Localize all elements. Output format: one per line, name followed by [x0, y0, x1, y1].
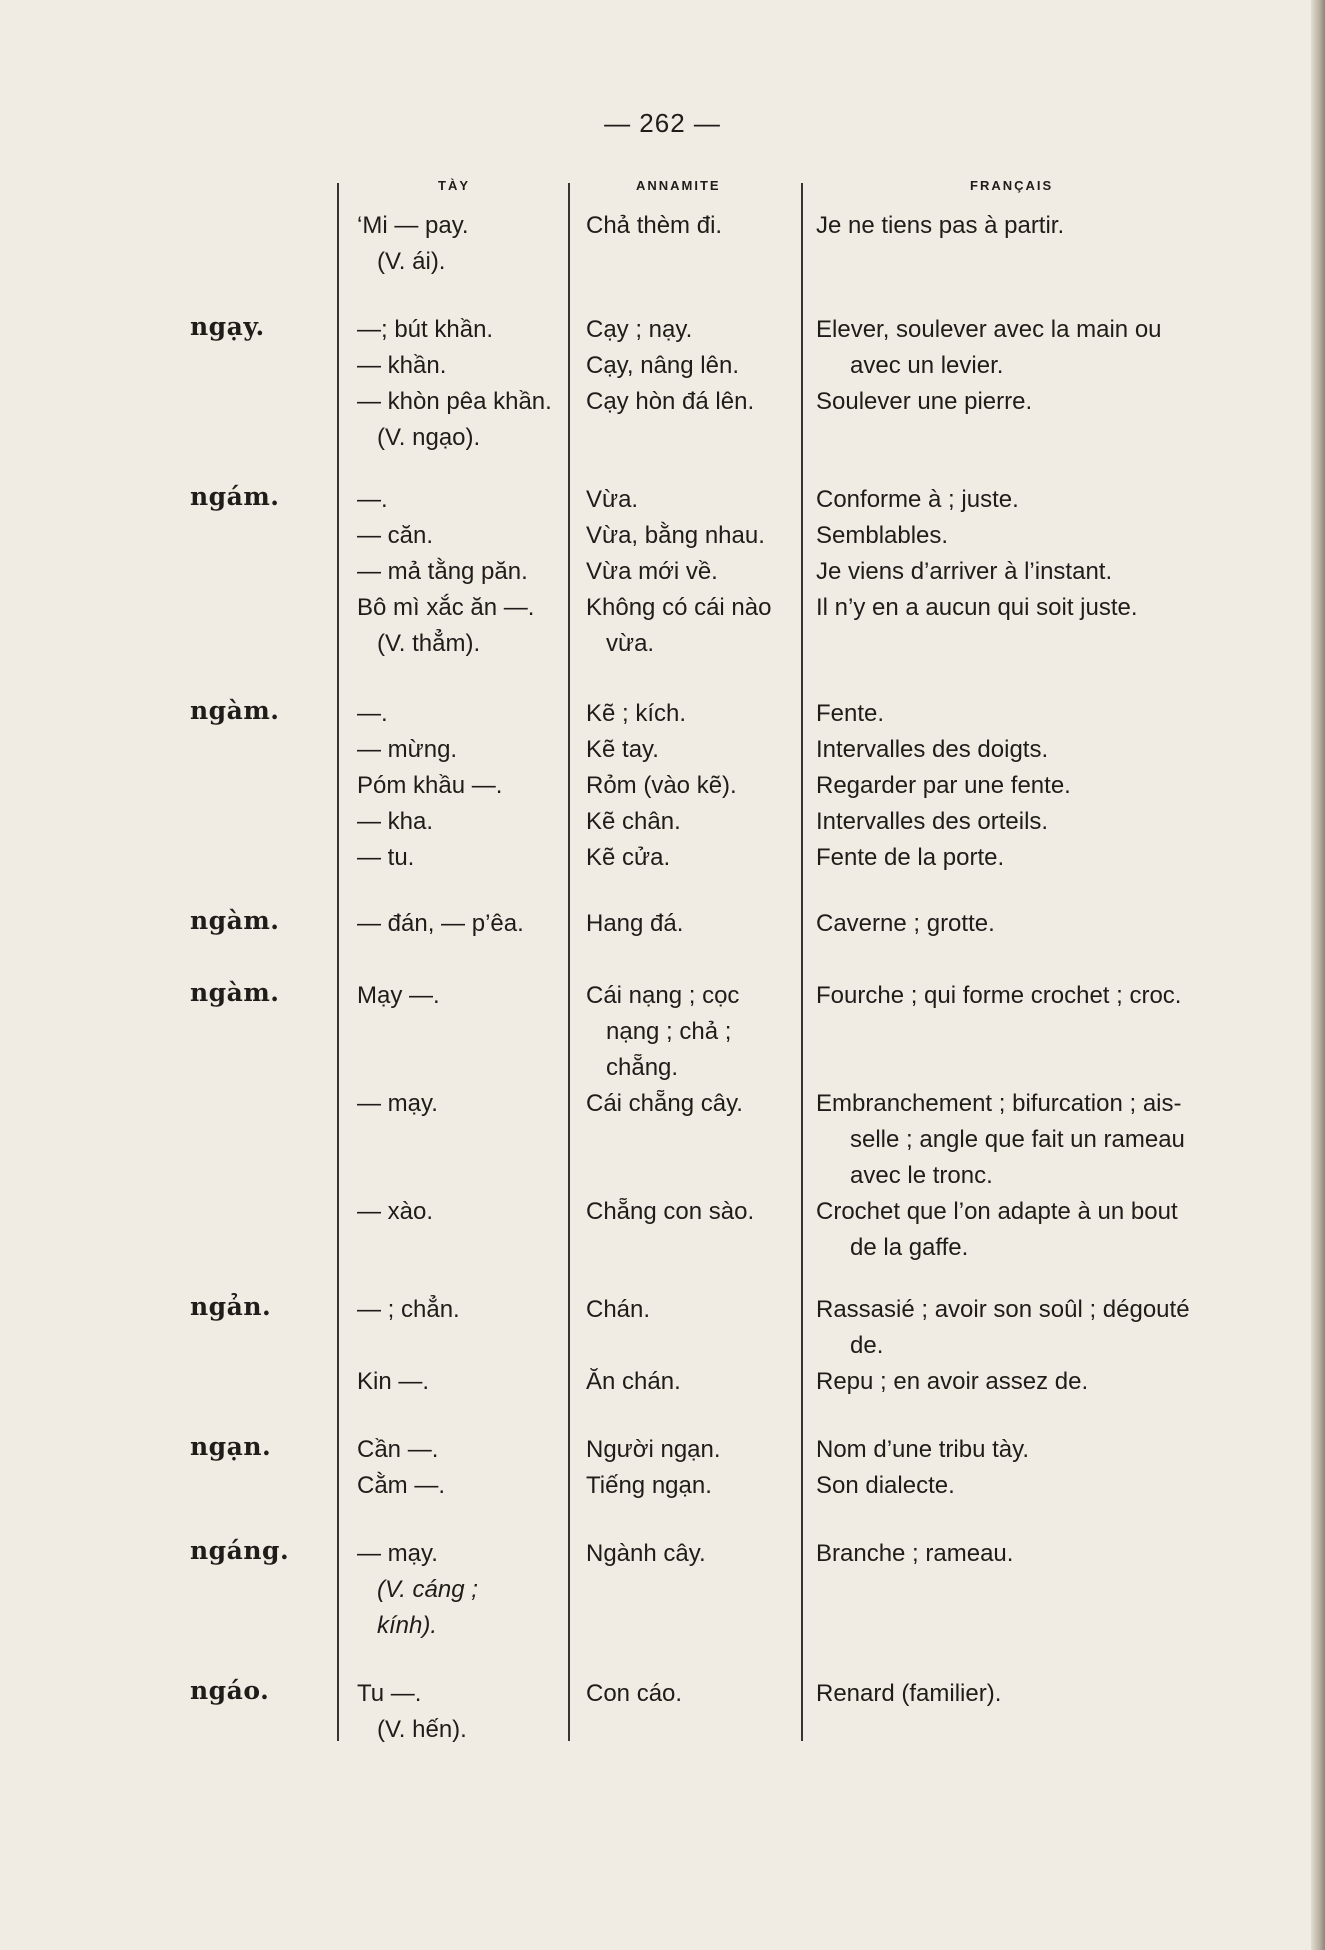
francais-line: Fente de la porte. [816, 844, 1005, 871]
francais-line: de. [850, 1332, 884, 1359]
headword: ngản. [190, 1292, 272, 1321]
tay-line: —. [357, 700, 388, 727]
annamite-column [586, 906, 683, 942]
tay-line: Cằm —. [357, 1472, 446, 1499]
tay-line: (V. thẳm). [377, 630, 481, 657]
francais-column [816, 208, 1064, 244]
francais-line [816, 1014, 1185, 1050]
tay-line: — khần. [357, 352, 447, 379]
francais-line: Conforme à ; juste. [816, 486, 1019, 513]
annamite-line: vừa. [606, 630, 655, 657]
tay-line [357, 1050, 440, 1086]
headword: ngáng. [190, 1536, 290, 1565]
tay-line: ‘Mi — pay. [357, 212, 469, 239]
francais-column [816, 696, 1071, 876]
francais-column [816, 482, 1138, 626]
tay-line: (V. cáng ; [377, 1576, 478, 1603]
annamite-column [586, 208, 722, 244]
page-number: — 262 — [604, 108, 721, 138]
tay-column [357, 978, 440, 1230]
francais-line: Nom d’une tribu tày. [816, 1436, 1029, 1463]
francais-line: Caverne ; grotte. [816, 910, 995, 937]
francais-line: Intervalles des doigts. [816, 736, 1049, 763]
francais-column [816, 1432, 1029, 1504]
tay-line: Póm khầu —. [357, 772, 503, 799]
francais-line: avec le tronc. [850, 1162, 993, 1189]
francais-column [816, 978, 1185, 1266]
francais-line: Intervalles des orteils. [816, 808, 1049, 835]
francais-line: Je ne tiens pas à partir. [816, 212, 1065, 239]
annamite-line [586, 1158, 754, 1194]
annamite-line: Cái chẵng cây. [586, 1090, 743, 1117]
annamite-line: Cạy hòn đá lên. [586, 388, 755, 415]
tay-line [357, 1158, 440, 1194]
tay-line: Kin —. [357, 1368, 430, 1395]
annamite-line: Hang đá. [586, 910, 684, 937]
annamite-line: Cạy, nâng lên. [586, 352, 739, 379]
annamite-line: Vừa mới về. [586, 558, 718, 585]
francais-column [816, 312, 1162, 420]
annamite-line: Chả thèm đi. [586, 212, 723, 239]
francais-column [816, 1292, 1190, 1400]
column-header-annamite: ANNAMITE [636, 178, 721, 193]
tay-line: — xào. [357, 1198, 434, 1225]
francais-column [816, 1676, 1001, 1712]
francais-line: avec un levier. [850, 352, 1004, 379]
annamite-line: Kẽ chân. [586, 808, 681, 835]
francais-line: Renard (familier). [816, 1680, 1002, 1707]
annamite-line: Con cáo. [586, 1680, 683, 1707]
annamite-column [586, 1432, 721, 1504]
column-divider-1 [337, 183, 339, 1741]
annamite-column [586, 1676, 682, 1712]
annamite-column [586, 1292, 681, 1400]
tay-line: — mạy. [357, 1090, 438, 1117]
tay-column [357, 906, 524, 942]
annamite-column [586, 978, 754, 1230]
column-divider-2 [568, 183, 570, 1741]
tay-line: Cần —. [357, 1436, 439, 1463]
francais-line: Elever, soulever avec la main ou [816, 316, 1162, 343]
annamite-line: Kẽ ; kích. [586, 700, 687, 727]
tay-column [357, 1536, 478, 1644]
tay-line: —. [357, 486, 388, 513]
annamite-line: Không có cái nào [586, 594, 772, 621]
headword: ngáo. [190, 1676, 270, 1705]
francais-line: de la gaffe. [850, 1234, 969, 1261]
tay-line: — căn. [357, 522, 434, 549]
francais-line: Crochet que l’on adapte à un bout [816, 1198, 1178, 1225]
tay-line: — mừng. [357, 736, 458, 763]
francais-line: Semblables. [816, 522, 949, 549]
annamite-line: Tiếng ngạn. [586, 1472, 712, 1499]
headword: ngạy. [190, 312, 265, 341]
headword: ngàm. [190, 696, 280, 725]
annamite-line: Kẽ cửa. [586, 844, 671, 871]
francais-line: Rassasié ; avoir son soûl ; dégouté [816, 1296, 1190, 1323]
tay-column [357, 696, 502, 876]
annamite-line: nạng ; chả ; [606, 1018, 732, 1045]
francais-line: Soulever une pierre. [816, 388, 1033, 415]
annamite-line: Chẵng con sào. [586, 1198, 755, 1225]
page-binding-edge [1311, 0, 1325, 1950]
annamite-line: chẵng. [606, 1054, 679, 1081]
column-divider-3 [801, 183, 803, 1741]
annamite-line: Chán. [586, 1296, 651, 1323]
tay-line: (V. ái). [377, 248, 446, 275]
tay-column [357, 1432, 445, 1504]
tay-column [357, 312, 552, 456]
headword: ngám. [190, 482, 280, 511]
francais-line: Repu ; en avoir assez de. [816, 1368, 1089, 1395]
tay-line: (V. hến). [377, 1716, 467, 1743]
tay-line: Mạy —. [357, 982, 440, 1009]
tay-line: —; bút khần. [357, 316, 494, 343]
tay-line: — khòn pêa khần. [357, 388, 552, 415]
francais-line: Son dialecte. [816, 1472, 955, 1499]
francais-column [816, 906, 995, 942]
tay-line: — mạy. [357, 1540, 438, 1567]
tay-line: — mả tằng păn. [357, 558, 528, 585]
tay-line [357, 1122, 440, 1158]
francais-line: Fourche ; qui forme crochet ; croc. [816, 982, 1182, 1009]
tay-line: — đán, — p’êa. [357, 910, 524, 937]
column-header-tay: TÀY [438, 178, 470, 193]
francais-line: Il n’y en a aucun qui soit juste. [816, 594, 1138, 621]
annamite-line: Ăn chán. [586, 1368, 681, 1395]
francais-column [816, 1536, 1013, 1572]
annamite-line: Kẽ tay. [586, 736, 659, 763]
annamite-column [586, 696, 737, 876]
column-header-francais: FRANÇAIS [970, 178, 1054, 193]
tay-line: Bô mì xắc ăn —. [357, 594, 535, 621]
annamite-line: Cạy ; nạy. [586, 316, 693, 343]
francais-line: Fente. [816, 700, 885, 727]
annamite-line: Ngành cây. [586, 1540, 706, 1567]
annamite-line: Vừa. [586, 486, 639, 513]
tay-line: (V. ngạo). [377, 424, 481, 451]
tay-line: — kha. [357, 808, 434, 835]
tay-column [357, 482, 534, 662]
annamite-line: Vừa, bằng nhau. [586, 522, 765, 549]
francais-line [816, 1050, 1185, 1086]
francais-line: selle ; angle que fait un rameau [850, 1126, 1185, 1153]
francais-line: Regarder par une fente. [816, 772, 1071, 799]
tay-column [357, 208, 469, 280]
annamite-line: Cái nạng ; cọc [586, 982, 740, 1009]
annamite-column [586, 1536, 706, 1572]
annamite-line [586, 1328, 681, 1364]
tay-line: — ; chẳn. [357, 1296, 460, 1323]
francais-line: Branche ; rameau. [816, 1540, 1014, 1567]
annamite-column [586, 312, 754, 420]
annamite-line: Rỏm (vào kẽ). [586, 772, 737, 799]
francais-line: Embranchement ; bifurcation ; ais- [816, 1090, 1182, 1117]
tay-line [357, 1014, 440, 1050]
tay-line: — tu. [357, 844, 415, 871]
tay-column [357, 1292, 460, 1400]
headword: ngạn. [190, 1432, 272, 1461]
tay-line [357, 1328, 460, 1364]
headword: ngàm. [190, 906, 280, 935]
headword: ngàm. [190, 978, 280, 1007]
tay-column [357, 1676, 467, 1748]
tay-line: Tu —. [357, 1680, 422, 1707]
annamite-column [586, 482, 771, 662]
tay-line: kính). [377, 1612, 438, 1639]
francais-line: Je viens d’arriver à l’instant. [816, 558, 1113, 585]
annamite-line [586, 1122, 754, 1158]
annamite-line: Người ngạn. [586, 1436, 721, 1463]
